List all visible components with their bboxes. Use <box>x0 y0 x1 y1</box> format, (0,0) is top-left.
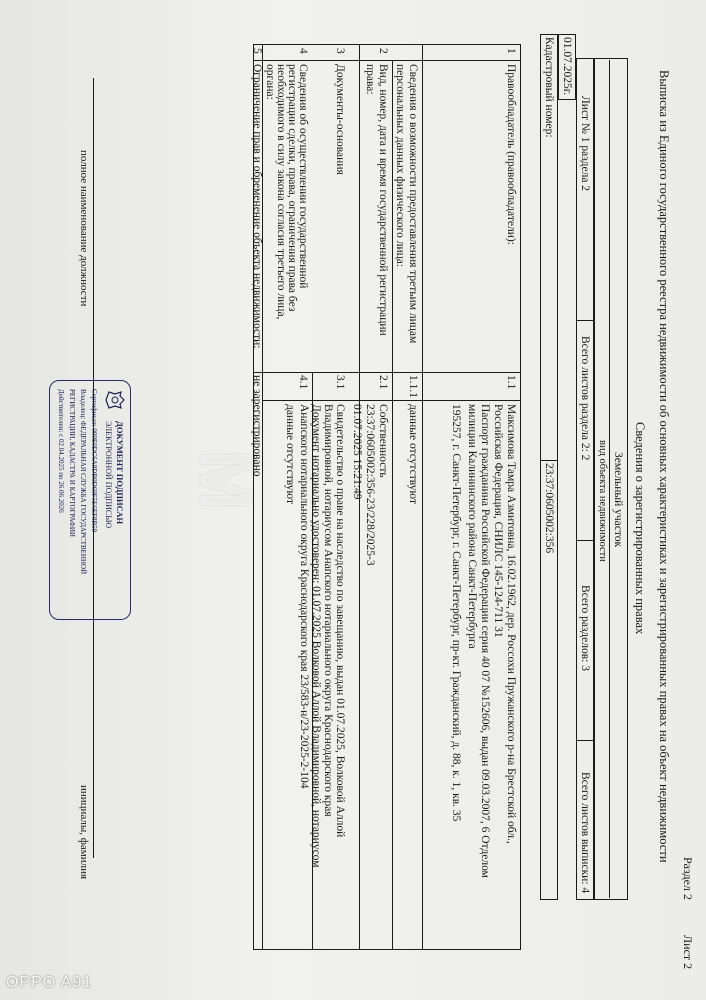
right-type: Собственность <box>377 404 389 478</box>
e-signature-stamp <box>49 380 131 620</box>
cadastral-number: 23:37:0605002:356 <box>543 463 555 554</box>
watermark: М <box>185 450 265 514</box>
coat-of-arms-icon <box>104 389 126 411</box>
stamp-title: ДОКУМЕНТ ПОДПИСАН <box>115 421 125 525</box>
camera-watermark: OPPO A91 <box>6 974 93 991</box>
row-4-label-line2: регистрации сделки, права, ограничения права без <box>286 64 298 312</box>
cadastral-label: Кадастровый номер: <box>543 37 555 138</box>
row-2-label-line2: права: <box>364 64 376 95</box>
position-caption: полное наименование должности <box>78 150 90 307</box>
row-5-value: не зарегистрировано <box>251 375 263 477</box>
row-4-value: данные отсутствуют <box>284 404 296 504</box>
basis-doc-line2: Владимировной, нотариусом Анапского нотариального округа Краснодарского края <box>322 404 334 817</box>
stamp-owner-line1: Владелец: ФЕДЕРАЛЬНАЯ СЛУЖБА ГОСУДАРСТВЕННОЙ <box>79 389 87 575</box>
sheet-divider-3 <box>576 740 594 741</box>
col-label-divider <box>253 372 521 373</box>
row-5-number: 5 <box>251 48 263 54</box>
row-line-1b <box>392 60 393 950</box>
holder-passport: Паспорт гражданина Российской Федерации серия 40 07 №152606, выдан 09.03.2007, 6 Отделом <box>479 404 491 878</box>
row-2-code: 2.1 <box>377 375 389 390</box>
row-3-number: 3 <box>334 48 346 54</box>
registration-datetime: 01.07.2025 15:21:49 <box>351 404 363 500</box>
row-1b-code: 1.1.1 <box>407 375 419 398</box>
row-1-number: 1 <box>505 48 517 54</box>
row-5-label: Ограничение прав и обременение объекта недвижимости: <box>251 64 263 349</box>
holder-name: Максимова Тамра Азмитовна, 16.02.1962, дер. Россохи Пружанского р-на Брестской обл., <box>505 404 517 844</box>
total-sheets-count: Всего листов выписки: 4 <box>579 772 591 894</box>
basis-doc-line1: Свидетельство о праве на наследство по завещанию, выдан 01.07.2025, Волковой Аллой <box>334 404 346 838</box>
sections-count: Всего разделов: 3 <box>579 585 591 671</box>
stamp-validity: Действителен: с 02.04.2025 по 26.06.2026 <box>57 389 65 513</box>
sheet-divider-1 <box>576 320 594 321</box>
row-4-label-line3: необходимого в силу закона согласия третьего лица, <box>275 64 287 320</box>
row-line-1 <box>422 44 423 950</box>
row-4-label-line4: органа: <box>264 64 276 100</box>
row-4-code: 4.1 <box>297 375 309 390</box>
row-2-label-line1: Вид, номер, дата и время государственной регистрации <box>377 64 389 336</box>
stamp-owner-line2: РЕГИСТРАЦИИ, КАДАСТРА И КАРТОГРАФИИ <box>68 389 76 537</box>
stamp-subtitle: ЭЛЕКТРОННОЙ ПОДПИСЬЮ <box>104 421 113 529</box>
object-type-caption: вид объекта недвижимости <box>597 440 608 562</box>
sheet-number: Лист № 1 раздела 2 <box>579 96 591 192</box>
holder-address: 195257, г. Санкт-Петербург, г. Санкт-Петербург, пр-кт. Гражданский, д. 88, к. 1, кв. 35 <box>450 404 462 822</box>
sheet-label: Лист 2 <box>681 935 695 970</box>
basis-doc-line4: Анапского нотариального округа Краснодарского края 23/583-н/23-2025-2-104 <box>298 404 310 789</box>
row-3-code: 3.1 <box>334 375 346 390</box>
document-title: Выписка из Единого государственного реестра недвижимости об основных характеристиках и зарегистрированных правах на объект недвижимости <box>657 70 671 863</box>
col-num-divider <box>253 60 521 61</box>
row-1-label: Правообладатель (правообладатели): <box>505 64 517 245</box>
row-4-number: 4 <box>297 48 309 54</box>
row-2-number: 2 <box>377 48 389 54</box>
row-1b-label-line2: персональных данных физического лица: <box>394 64 406 268</box>
holder-snils: Российская Федерация, СНИЛС 145-124-711 31 <box>492 404 504 638</box>
row-3-label: Документы-основания <box>334 64 346 175</box>
section-label: Раздел 2 <box>681 857 695 900</box>
initials-caption: инициалы, фамилия <box>78 785 90 880</box>
object-type-divider <box>609 60 610 898</box>
registration-number: 23:37:0605002:356-23/228/2025-3 <box>364 404 376 566</box>
sheet-divider-2 <box>576 540 594 541</box>
cadastral-divider <box>540 460 558 461</box>
holder-passport-issuer: милиции Калининского района Санкт-Петербурга <box>466 404 478 649</box>
row-1b-label-line1: Сведения о возможности предоставления третьим лицам <box>407 64 419 344</box>
object-type-value: Земельный участок <box>612 452 624 548</box>
basis-doc-line3: Документ нотариально удостоверен: 01.07.2025 Волковой Аллой Владимировной, нотариусом <box>310 404 322 868</box>
row-1-code: 1.1 <box>505 375 517 390</box>
row-1b-value: данные отсутствуют <box>407 404 419 504</box>
stamp-certificate: Сертификат: 009E0DC6A8DB0D69F5E6EF8B59 <box>90 389 98 533</box>
extract-date: 01.07.2025г. <box>561 37 573 96</box>
row-4-label-line1: Сведения об осуществлении государственной <box>297 64 309 289</box>
document-subtitle: Сведения о зарегистрированных правах <box>633 422 647 635</box>
section-sheets-count: Всего листов раздела 2: 2 <box>579 336 591 461</box>
